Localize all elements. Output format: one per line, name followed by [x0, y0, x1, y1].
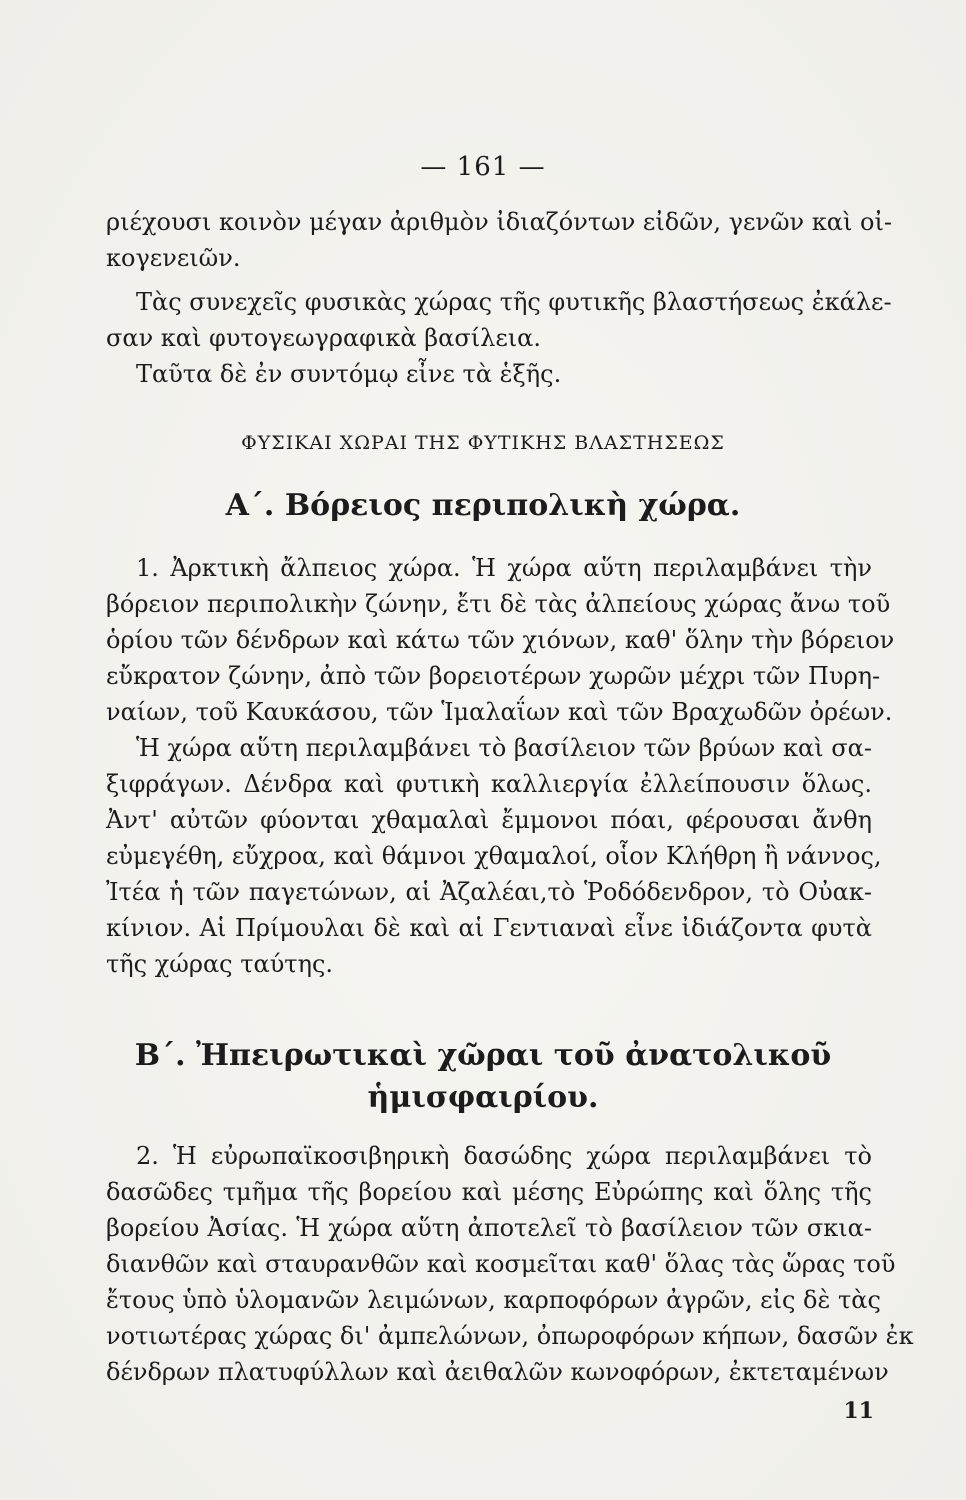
text-line: εὐμεγέθη, εὔχροα, καὶ θάμνοι χθαμαλοί, οἷον Κλήθρη ἢ νάννος,	[106, 842, 882, 870]
text-line: 1. Ἀρκτικὴ ἄλπειος χώρα. Ἡ χώρα αὕτη περιλαμβάνει τὴν	[136, 554, 872, 582]
text-line: βορείου Ἀσίας. Ἡ χώρα αὕτη ἀποτελεῖ τὸ βασίλειον τῶν σκια-	[106, 1214, 872, 1242]
section-b-title: Β΄. Ἠπειρωτικαὶ χῶραι τοῦ ἀνατολικοῦ	[134, 1038, 832, 1073]
text-line: διανθῶν καὶ σταυρανθῶν καὶ κοσμεῖται καθ' ὅλας τὰς ὥρας τοῦ	[106, 1250, 896, 1278]
text-line: ξιφράγων. Δένδρα καὶ φυτικὴ καλλιεργία ἐλλείπουσιν ὅλως.	[106, 770, 872, 798]
text-line: Ἀντ' αὐτῶν φύονται χθαμαλαὶ ἔμμονοι πόαι, φέρουσαι ἄνθη	[106, 806, 872, 834]
text-line: 2. Ἡ εὐρωπαϊκοσιβηρικὴ δασώδης χώρα περιλαμβάνει τὸ	[136, 1142, 872, 1170]
text-line: τῆς χώρας ταύτης.	[106, 950, 334, 978]
page-number: — 161 —	[420, 152, 546, 182]
text-line: ὁρίου τῶν δένδρων καὶ κάτω τῶν χιόνων, καθ' ὅλην τὴν βόρειον	[106, 626, 895, 654]
text-line: δένδρων πλατυφύλλων καὶ ἀειθαλῶν κωνοφόρων, ἐκτεταμένων	[106, 1358, 889, 1386]
text-line: Ἡ χώρα αὕτη περιλαμβάνει τὸ βασίλειον τῶν βρύων καὶ σα-	[136, 734, 872, 762]
text-line: Ἰτέα ἡ τῶν παγετώνων, αἱ Ἀζαλέαι,τὸ Ῥοδόδενδρον, τὸ Οὐακ-	[106, 878, 872, 906]
printer-signature: 11	[843, 1398, 874, 1424]
text-line: Τὰς συνεχεῖς φυσικὰς χώρας τῆς φυτικῆς βλαστήσεως ἐκάλε-	[136, 288, 892, 316]
chapter-heading: ΦΥΣΙΚΑΙ ΧΩΡΑΙ ΤΗΣ ΦΥΤΙΚΗΣ ΒΛΑΣΤΗΣΕΩΣ	[241, 432, 725, 454]
text-line: εὔκρατον ζώνην, ἀπὸ τῶν βορειοτέρων χωρῶν μέχρι τῶν Πυρη-	[106, 662, 881, 690]
text-line: σαν καὶ φυτογεωγραφικὰ βασίλεια.	[106, 324, 541, 352]
text-line: δασῶδες τμῆμα τῆς βορείου καὶ μέσης Εὐρώπης καὶ ὅλης τῆς	[106, 1178, 872, 1206]
text-line: Ταῦτα δὲ ἐν συντόμῳ εἶνε τὰ ἑξῆς.	[136, 360, 562, 388]
text-line: βόρειον περιπολικὴν ζώνην, ἔτι δὲ τὰς ἀλπείους χώρας ἄνω τοῦ	[106, 590, 891, 618]
text-line: νοτιωτέρας χώρας δι' ἀμπελώνων, ὀπωροφόρων κήπων, δασῶν ἐκ	[106, 1322, 914, 1350]
section-b-title-cont: ἡμισφαιρίου.	[367, 1080, 599, 1115]
text-line: κίνιον. Αἱ Πρίμουλαι δὲ καὶ αἱ Γεντιαναὶ εἶνε ἰδιάζοντα φυτὰ	[106, 914, 872, 942]
text-line: ναίων, τοῦ Καυκάσου, τῶν Ἱμαλαΐων καὶ τῶν Βραχωδῶν ὀρέων.	[106, 698, 893, 726]
text-line: κογενειῶν.	[106, 244, 241, 272]
text-line: ἔτους ὑπὸ ὑλομανῶν λειμώνων, καρποφόρων ἀγρῶν, εἰς δὲ τὰς	[106, 1286, 881, 1314]
section-a-title: Α΄. Βόρειος περιπολικὴ χώρα.	[225, 488, 741, 523]
text-line: ριέχουσι κοινὸν μέγαν ἀριθμὸν ἰδιαζόντων εἰδῶν, γενῶν καὶ οἰ-	[106, 208, 892, 236]
